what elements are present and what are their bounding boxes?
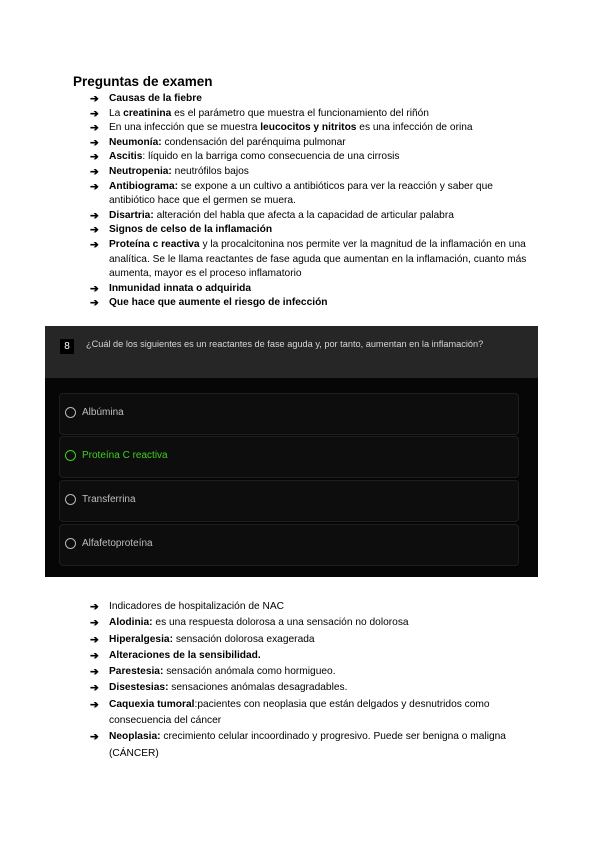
arrow-icon: ➔ bbox=[90, 107, 99, 120]
item-text: : líquido en la barriga como consecuencia de una cirrosis bbox=[142, 151, 400, 163]
list-item bbox=[90, 223, 530, 238]
item-bold: Causas de la fiebre bbox=[109, 93, 202, 104]
item-bold: leucocitos y nitritos bbox=[260, 122, 357, 134]
radio-icon[interactable] bbox=[65, 407, 76, 418]
arrow-icon: ➔ bbox=[90, 93, 99, 105]
item-text: :pacientes con neoplasia que están delgados y desnutridos como consecuencia del cáncer bbox=[109, 698, 490, 727]
answer-option[interactable] bbox=[60, 394, 518, 434]
radio-icon[interactable] bbox=[65, 538, 76, 549]
item-bold: Proteína c reactiva bbox=[109, 238, 200, 250]
list-item bbox=[90, 209, 530, 224]
item-bold: Disartria: bbox=[109, 209, 154, 221]
item-prefix: La bbox=[109, 107, 124, 119]
answer-option[interactable] bbox=[60, 525, 518, 565]
arrow-icon: ➔ bbox=[90, 238, 99, 251]
item-bold: Ascitis bbox=[109, 151, 143, 163]
arrow-icon: ➔ bbox=[90, 698, 99, 711]
list-item bbox=[90, 615, 525, 631]
item-text: Indicadores de hospitalización de NAC bbox=[109, 601, 284, 612]
arrow-icon: ➔ bbox=[90, 297, 99, 310]
arrow-icon: ➔ bbox=[90, 666, 99, 679]
list-item bbox=[90, 107, 530, 122]
item-text: sensaciones anómalas desagradables. bbox=[168, 682, 348, 694]
arrow-icon: ➔ bbox=[90, 180, 99, 193]
arrow-icon: ➔ bbox=[90, 122, 99, 135]
list-item bbox=[90, 680, 525, 696]
arrow-icon: ➔ bbox=[90, 151, 99, 164]
option-label: Proteína C reactiva bbox=[82, 450, 168, 461]
item-bold: Caquexia tumoral bbox=[109, 698, 195, 710]
answer-option[interactable] bbox=[60, 481, 518, 521]
item-text: neutrófilos bajos bbox=[171, 165, 249, 177]
list-item bbox=[90, 664, 525, 680]
exam-questions-list bbox=[90, 92, 530, 311]
item-text: y la procalcitonina nos permite ver la magnitud de la inflamación en una analítica. Se le llama reactantes de fase aguda que aumentan en la inflamación, cuanto más aumenta, mayor es el proceso inflamatorio bbox=[109, 238, 527, 280]
option-label: Transferrina bbox=[82, 494, 136, 505]
item-text: alteración del habla que afecta a la capacidad de articular palabra bbox=[153, 209, 454, 221]
answer-option-correct[interactable] bbox=[60, 437, 518, 477]
question-text: ¿Cuál de los siguientes es un reactantes de fase aguda y, por tanto, aumentan en la inflamación? bbox=[86, 339, 484, 349]
option-label: Albúmina bbox=[82, 407, 124, 418]
arrow-icon: ➔ bbox=[90, 282, 99, 295]
item-bold: Hiperalgesia: bbox=[109, 633, 173, 645]
list-item bbox=[90, 648, 525, 664]
list-item bbox=[90, 136, 530, 151]
list-item bbox=[90, 282, 530, 297]
item-bold: Neutropenia: bbox=[109, 165, 172, 177]
item-text: es el parámetro que muestra el funcionamiento del riñón bbox=[171, 107, 429, 119]
list-item bbox=[90, 121, 530, 136]
item-bold: Que hace que aumente el riesgo de infección bbox=[109, 297, 328, 309]
list-item bbox=[90, 238, 530, 282]
item-bold: Signos de celso de la inflamación bbox=[109, 224, 273, 236]
item-bold: Neumonía: bbox=[109, 136, 162, 148]
item-text: condensación del parénquima pulmonar bbox=[161, 136, 346, 148]
quiz-question-header bbox=[45, 326, 538, 378]
list-item bbox=[90, 165, 530, 180]
radio-icon[interactable] bbox=[65, 450, 76, 461]
item-prefix: En una infección que se muestra bbox=[109, 122, 261, 134]
item-bold: Alteraciones de la sensibilidad. bbox=[109, 649, 261, 661]
arrow-icon: ➔ bbox=[90, 731, 99, 744]
item-bold: creatinina bbox=[123, 107, 172, 119]
list-item bbox=[90, 92, 530, 107]
list-item bbox=[90, 296, 530, 311]
arrow-icon: ➔ bbox=[90, 601, 99, 613]
arrow-icon: ➔ bbox=[90, 136, 99, 149]
radio-icon[interactable] bbox=[65, 494, 76, 505]
list-item bbox=[90, 729, 525, 762]
item-bold: Parestesia: bbox=[109, 666, 164, 678]
symptoms-list bbox=[90, 599, 525, 762]
item-text: se expone a un cultivo a antibióticos para ver la reacción y saber que antibiótico hace que el germen se muera. bbox=[109, 180, 493, 207]
list-item bbox=[90, 697, 525, 730]
list-item bbox=[90, 150, 530, 165]
item-text: sensación anómala como hormigueo. bbox=[163, 666, 336, 678]
list-item bbox=[90, 599, 525, 615]
item-bold: Alodinia: bbox=[109, 617, 153, 629]
list-item bbox=[90, 180, 530, 209]
question-number: 8 bbox=[60, 339, 74, 354]
section-title: Preguntas de examen bbox=[73, 74, 213, 89]
arrow-icon: ➔ bbox=[90, 209, 99, 222]
item-bold: Antibiograma: bbox=[109, 180, 179, 192]
item-text: es una respuesta dolorosa a una sensación no dolorosa bbox=[152, 617, 409, 629]
arrow-icon: ➔ bbox=[90, 165, 99, 178]
item-bold: Neoplasia: bbox=[109, 731, 161, 743]
arrow-icon: ➔ bbox=[90, 224, 99, 237]
arrow-icon: ➔ bbox=[90, 682, 99, 695]
quiz-screenshot bbox=[45, 326, 538, 577]
item-bold: Disestesias: bbox=[109, 682, 169, 694]
item-text: sensación dolorosa exagerada bbox=[172, 633, 315, 645]
list-item bbox=[90, 632, 525, 648]
arrow-icon: ➔ bbox=[90, 617, 99, 630]
arrow-icon: ➔ bbox=[90, 649, 99, 662]
item-bold: Inmunidad innata o adquirida bbox=[109, 282, 252, 294]
option-label: Alfafetoproteína bbox=[82, 538, 153, 549]
arrow-icon: ➔ bbox=[90, 633, 99, 646]
item-text: crecimiento celular incoordinado y progresivo. Puede ser benigna o maligna (CÁNCER) bbox=[109, 731, 506, 759]
item-text: es una infección de orina bbox=[356, 122, 473, 134]
